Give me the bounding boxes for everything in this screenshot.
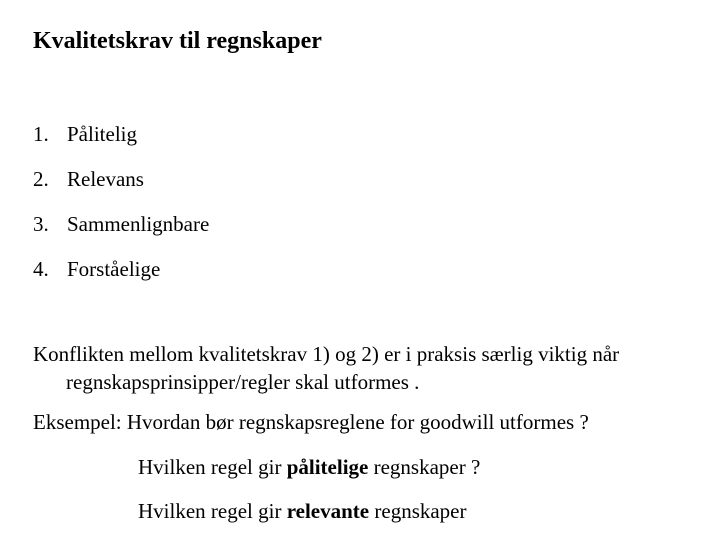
requirements-list — [33, 120, 209, 300]
list-item-label: Sammenlignbare — [67, 212, 210, 236]
question-relevant-bold: relevante — [286, 499, 370, 523]
list-item-number: 3. — [33, 212, 49, 236]
question-reliable-pre: Hvilken regel gir — [138, 455, 287, 479]
list-item — [33, 210, 209, 238]
conflict-line-1: Konflikten mellom kvalitetskrav 1) og 2) er i praksis særlig viktig når — [33, 342, 620, 366]
list-item-label: Relevans — [67, 167, 144, 191]
list-item-label: Forståelige — [67, 257, 161, 281]
list-item-label: Pålitelig — [67, 122, 137, 146]
list-item-number: 2. — [33, 167, 49, 191]
example-text: Eksempel: Hvordan bør regnskapsreglene for goodwill utformes ? — [33, 410, 589, 434]
conflict-line-2: regnskapsprinsipper/regler skal utformes . — [66, 370, 420, 394]
question-relevant-post: regnskaper — [369, 499, 467, 523]
list-item-number: 1. — [33, 122, 49, 146]
list-item — [33, 165, 209, 193]
page-title: Kvalitetskrav til regnskaper — [33, 28, 322, 54]
list-item — [33, 120, 209, 148]
question-reliable-bold: pålitelige — [286, 455, 369, 479]
question-reliable-post: regnskaper ? — [368, 455, 481, 479]
question-relevant-pre: Hvilken regel gir — [138, 499, 287, 523]
conflict-paragraph — [33, 340, 713, 396]
question-reliable — [138, 453, 480, 481]
list-item — [33, 255, 209, 283]
list-item-number: 4. — [33, 257, 49, 281]
question-relevant — [138, 497, 467, 525]
